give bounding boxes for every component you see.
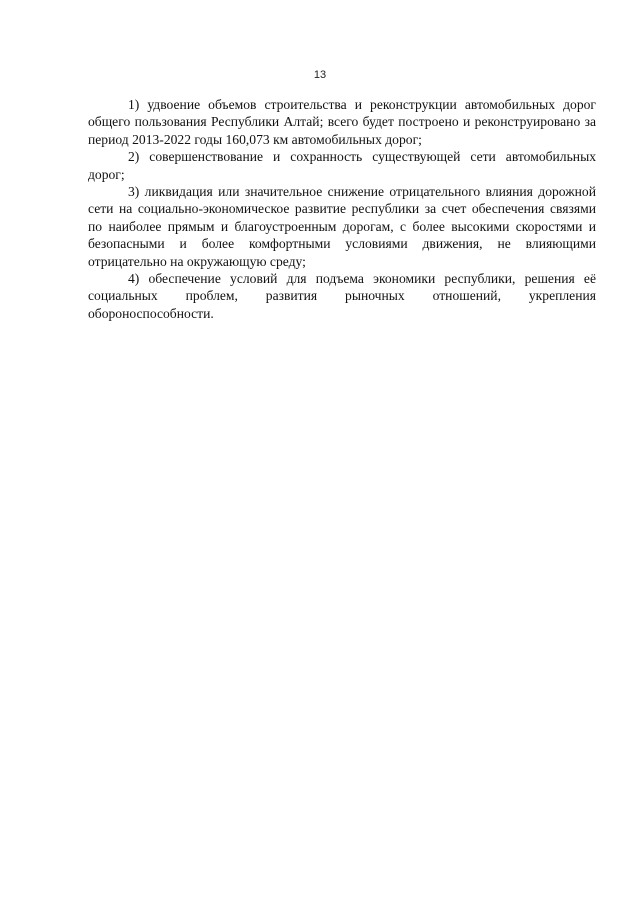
list-item-2: 2) совершенствование и сохранность существующей сети автомобильных дорог; (88, 149, 596, 182)
list-item-4: 4) обеспечение условий для подъема экономики республики, решения её социальных проблем, развития рыночных отношений, укрепления обороноспособности. (88, 271, 596, 321)
page-number: 13 (313, 69, 327, 81)
list-item-3: 3) ликвидация или значительное снижение отрицательного влияния дорожной сети на социально-экономическое развитие республики за счет обеспечения связями по наиболее прямым и благоустроенным дорогам, с более высокими скоростями и безопасными и более комфортными условиями движения, не влияющими отрицательно на окружающую среду; (88, 184, 596, 269)
list-item-1: 1) удвоение объемов строительства и реконструкции автомобильных дорог общего пользования Республики Алтай; всего будет построено и реконструировано за период 2013-2022 годы 160,073 км автомобильных дорог; (88, 97, 596, 147)
document-body (88, 96, 596, 322)
